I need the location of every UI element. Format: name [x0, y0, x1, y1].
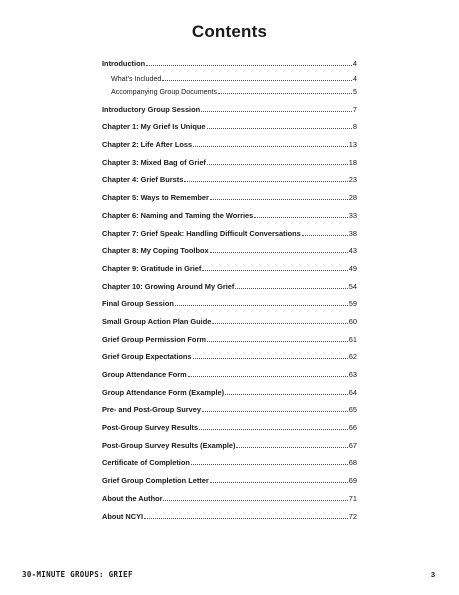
- toc-entry: [102, 401, 357, 419]
- dot-leader: [254, 217, 348, 218]
- toc-entry-page: 38: [348, 228, 357, 238]
- toc-entry: [102, 55, 357, 73]
- toc-entry-label: Chapter 6: Naming and Taming the Worries: [102, 210, 254, 220]
- toc-entry-label: Certificate of Completion: [102, 458, 190, 468]
- dot-leader: [302, 235, 348, 236]
- toc-entry-page: 68: [348, 458, 357, 468]
- dot-leader: [191, 464, 348, 465]
- toc-entry-label: Accompanying Group Documents: [111, 87, 218, 96]
- toc-entry: [102, 437, 357, 455]
- dot-leader: [199, 429, 348, 430]
- toc-entry-page: 43: [348, 246, 357, 256]
- dot-leader: [144, 518, 348, 519]
- toc-entry-page: 69: [348, 476, 357, 486]
- toc-entry-page: 61: [348, 334, 357, 344]
- dot-leader: [210, 482, 348, 483]
- toc-entry: [102, 154, 357, 172]
- toc-entry-label: Chapter 3: Mixed Bag of Grief: [102, 157, 206, 167]
- toc-entry-page: 5: [353, 87, 357, 96]
- toc-entry-page: 7: [352, 104, 357, 114]
- toc-entry-label: Chapter 2: Life After Loss: [102, 140, 193, 150]
- toc-entry-label: Chapter 8: My Coping Toolbox: [102, 246, 209, 256]
- toc-entry: [102, 348, 357, 366]
- toc-entry: [102, 384, 357, 402]
- dot-leader: [207, 128, 352, 129]
- toc-entry: [102, 490, 357, 508]
- toc-entry: [102, 136, 357, 154]
- toc-entry-label: Pre- and Post-Group Survey: [102, 405, 201, 415]
- toc-entry-label: Introduction: [102, 59, 146, 68]
- toc-entry-page: 67: [348, 440, 357, 450]
- dot-leader: [235, 288, 347, 289]
- toc-entry-page: 59: [348, 299, 357, 309]
- toc-entry-page: 64: [348, 387, 357, 397]
- toc-entry-page: 18: [348, 157, 357, 167]
- toc-entry: [102, 171, 357, 189]
- page-title: Contents: [191, 22, 268, 41]
- toc-entry-page: 13: [348, 140, 357, 150]
- dot-leader: [193, 146, 348, 147]
- toc-entry-label: Chapter 7: Grief Speak: Handling Difficult Conversations: [102, 228, 301, 238]
- dot-leader: [207, 341, 348, 342]
- toc-entry-label: Chapter 10: Growing Around My Grief: [102, 281, 235, 291]
- toc-entry: [102, 207, 357, 225]
- toc-entry-page: 28: [348, 193, 357, 203]
- toc-entry: [102, 454, 357, 472]
- toc-entry-label: Post-Group Survey Results (Example): [102, 440, 236, 450]
- dot-leader: [146, 65, 352, 66]
- toc-entry-page: 66: [348, 423, 357, 433]
- toc-entry: [102, 242, 357, 260]
- dot-leader: [188, 376, 348, 377]
- dot-leader: [202, 270, 347, 271]
- toc-entry-label: Chapter 1: My Grief Is Unique: [102, 122, 206, 132]
- toc-entry-page: 65: [348, 405, 357, 415]
- dot-leader: [218, 93, 352, 94]
- toc-subentry: [102, 86, 357, 99]
- toc-entry: [102, 419, 357, 437]
- toc-subentry: [102, 73, 357, 86]
- table-of-contents: [102, 55, 357, 525]
- dot-leader: [175, 305, 348, 306]
- toc-entry-page: 23: [348, 175, 357, 185]
- dot-leader: [202, 411, 348, 412]
- footer-page-number: 3: [430, 570, 435, 579]
- toc-entry-page: 71: [348, 493, 357, 503]
- dot-leader: [184, 181, 347, 182]
- toc-entry-label: Grief Group Expectations: [102, 352, 192, 362]
- toc-entry: [102, 118, 357, 136]
- toc-entry-label: Group Attendance Form: [102, 370, 187, 379]
- dot-leader: [193, 358, 348, 359]
- toc-entry-page: 54: [348, 281, 357, 291]
- toc-entry: [102, 331, 357, 349]
- toc-entry-page: 72: [348, 511, 357, 521]
- toc-entry-page: 49: [348, 263, 357, 273]
- footer-series-title: 30-MINUTE GROUPS: GRIEF: [22, 570, 133, 579]
- toc-entry-label: Grief Group Completion Letter: [102, 476, 209, 486]
- toc-entry-label: Introductory Group Session: [102, 104, 201, 114]
- toc-entry-label: Small Group Action Plan Guide: [102, 316, 212, 326]
- toc-entry-label: Grief Group Permission Form: [102, 334, 206, 344]
- dot-leader: [212, 323, 347, 324]
- toc-entry-page: 8: [352, 122, 357, 132]
- dot-leader: [236, 447, 347, 448]
- toc-entry-page: 60: [348, 316, 357, 326]
- toc-entry-page: 33: [348, 210, 357, 220]
- toc-entry-label: Chapter 5: Ways to Remember: [102, 193, 209, 203]
- dot-leader: [207, 164, 348, 165]
- toc-entry-label: Chapter 4: Grief Bursts: [102, 175, 184, 185]
- dot-leader: [210, 252, 348, 253]
- toc-entry-page: 4: [353, 74, 357, 83]
- toc-entry: [102, 101, 357, 119]
- toc-entry-label: Post-Group Survey Results: [102, 423, 199, 433]
- toc-entry: [102, 225, 357, 243]
- toc-entry-label: About the Author: [102, 493, 163, 503]
- toc-entry-label: What’s Included: [111, 74, 162, 83]
- toc-entry: [102, 260, 357, 278]
- toc-entry: [102, 278, 357, 296]
- toc-entry: [102, 508, 357, 526]
- toc-entry-label: Final Group Session: [102, 299, 174, 309]
- dot-leader: [162, 80, 352, 81]
- toc-entry: [102, 313, 357, 331]
- toc-entry: [102, 295, 357, 313]
- toc-entry-page: 62: [348, 352, 357, 362]
- toc-entry-label: About NCYI: [102, 511, 144, 521]
- toc-entry-label: Group Attendance Form (Example): [102, 387, 225, 397]
- toc-entry-page: 4: [352, 59, 357, 68]
- toc-entry-label: Chapter 9: Gratitude in Grief: [102, 263, 202, 273]
- dot-leader: [210, 199, 348, 200]
- dot-leader: [201, 111, 352, 112]
- toc-entry-page: 63: [348, 370, 357, 379]
- toc-entry: [102, 189, 357, 207]
- dot-leader: [225, 394, 348, 395]
- toc-entry: [102, 472, 357, 490]
- dot-leader: [163, 500, 347, 501]
- toc-entry: [102, 366, 357, 384]
